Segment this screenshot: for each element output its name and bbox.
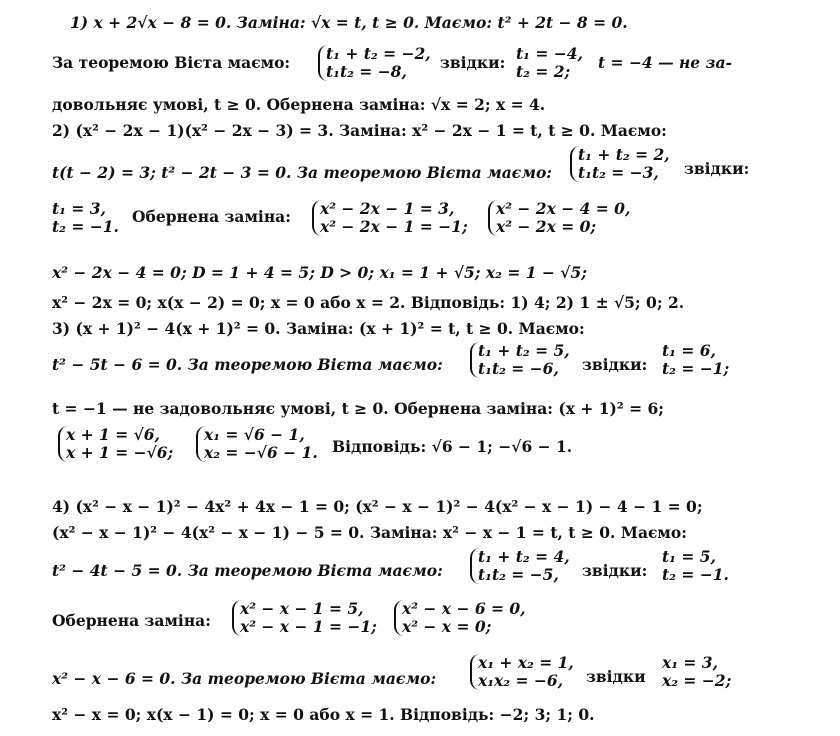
roots: t₁ = 5, t₂ = −1.: [662, 547, 729, 584]
problem-4-equation: 4) (x² − x − 1)² − 4x² + 4x − 1 = 0; (x² − x − 1)² − 4(x² − x − 1) − 4 − 1 = 0;: [52, 497, 703, 516]
system: x² − x − 6 = 0, x² − x = 0;: [394, 600, 526, 636]
system: x₁ = √6 − 1, x₂ = −√6 − 1.: [196, 426, 318, 462]
text-line: x² − x = 0; x(x − 1) = 0; x = 0 або x = 1. Відповідь: −2; 3; 1; 0.: [52, 705, 595, 724]
whence-label: звідки:: [582, 561, 648, 580]
text-line: t = −1 — не задовольняє умові, t ≥ 0. Обернена заміна: (x + 1)² = 6;: [52, 399, 664, 418]
whence-label: звідки:: [684, 159, 750, 178]
problem-1-equation: 1) x + 2√x − 8 = 0. Заміна: √x = t, t ≥ 0. Маємо: t² + 2t − 8 = 0.: [70, 13, 628, 32]
system: t₁ + t₂ = −2, t₁t₂ = −8,: [318, 45, 431, 81]
system: t₁ + t₂ = 4, t₁t₂ = −5,: [470, 548, 570, 584]
whence-label: звідки:: [440, 53, 506, 72]
roots: t₁ = 6, t₂ = −1;: [662, 341, 730, 378]
roots: t₁ = −4, t₂ = 2;: [516, 44, 583, 81]
text-line: довольняє умові, t ≥ 0. Обернена заміна: √x = 2; x = 4.: [52, 95, 546, 114]
system: t₁ + t₂ = 2, t₁t₂ = −3,: [570, 146, 670, 182]
system: x² − x − 1 = 5, x² − x − 1 = −1;: [232, 600, 377, 636]
text-line: t(t − 2) = 3; t² − 2t − 3 = 0. За теоремою Вієта маємо:: [52, 163, 553, 182]
answer: Відповідь: √6 − 1; −√6 − 1.: [332, 437, 573, 456]
roots: x₁ = 3, x₂ = −2;: [662, 653, 732, 690]
text-line: (x² − x − 1)² − 4(x² − x − 1) − 5 = 0. Заміна: x² − x − 1 = t, t ≥ 0. Маємо:: [52, 523, 687, 542]
system: t₁ + t₂ = 5, t₁t₂ = −6,: [470, 342, 570, 378]
problem-2-equation: 2) (x² − 2x − 1)(x² − 2x − 3) = 3. Заміна: x² − 2x − 1 = t, t ≥ 0. Маємо:: [52, 121, 667, 140]
vieta-label: За теоремою Вієта маємо:: [52, 53, 291, 72]
system: x + 1 = √6, x + 1 = −√6;: [58, 426, 173, 462]
inverse-sub-label: Обернена заміна:: [132, 207, 291, 226]
text-line: t² − 4t − 5 = 0. За теоремою Вієта маємо:: [52, 561, 443, 580]
system: x₁ + x₂ = 1, x₁x₂ = −6,: [470, 654, 574, 690]
text-line: t² − 5t − 6 = 0. За теоремою Вієта маємо:: [52, 355, 443, 374]
text-line: x² − 2x = 0; x(x − 2) = 0; x = 0 або x = 2. Відповідь: 1) 4; 2) 1 ± √5; 0; 2.: [52, 293, 685, 312]
inverse-sub-label: Обернена заміна:: [52, 611, 211, 630]
problem-3-equation: 3) (x + 1)² − 4(x + 1)² = 0. Заміна: (x + 1)² = t, t ≥ 0. Маємо:: [52, 319, 585, 338]
text-line: x² − 2x − 4 = 0; D = 1 + 4 = 5; D > 0; x₁ = 1 + √5; x₂ = 1 − √5;: [52, 263, 587, 282]
text-line: t = −4 — не за-: [598, 53, 732, 72]
text-line: x² − x − 6 = 0. За теоремою Вієта маємо:: [52, 669, 437, 688]
roots: t₁ = 3, t₂ = −1.: [52, 199, 119, 236]
whence-label: звідки: [586, 667, 646, 686]
whence-label: звідки:: [582, 355, 648, 374]
system: x² − 2x − 4 = 0, x² − 2x = 0;: [488, 200, 630, 236]
system: x² − 2x − 1 = 3, x² − 2x − 1 = −1;: [312, 200, 468, 236]
